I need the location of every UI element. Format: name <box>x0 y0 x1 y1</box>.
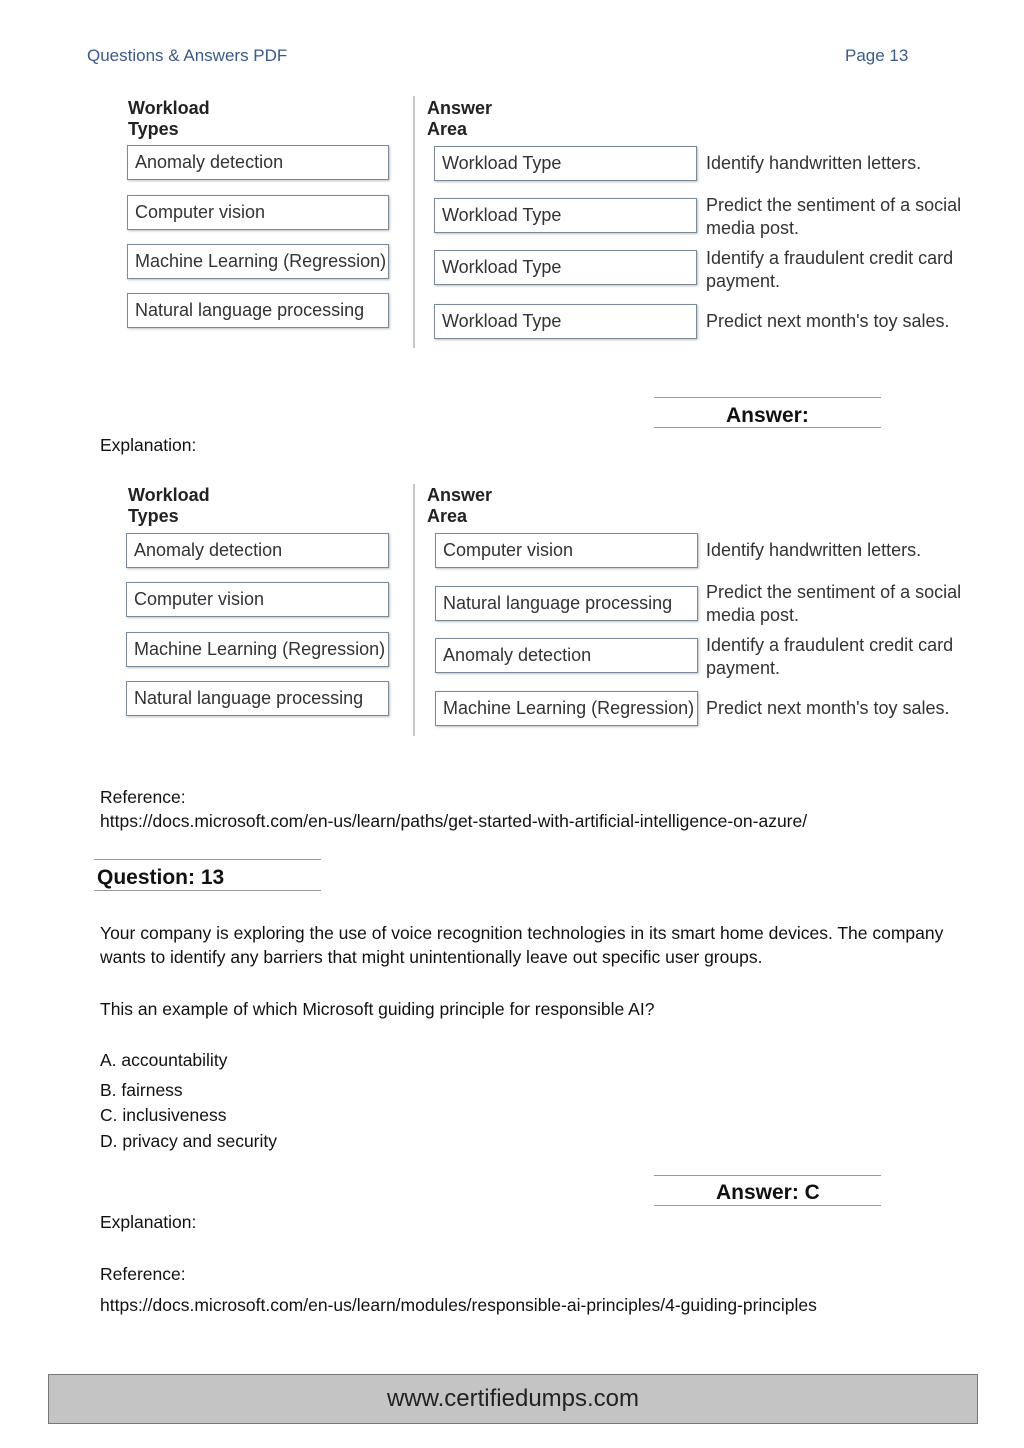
figure-divider <box>413 484 415 736</box>
page-number: Page 13 <box>845 46 909 65</box>
answer-bottom-rule <box>654 427 881 428</box>
answer-top-rule <box>654 1175 881 1176</box>
answer-slot[interactable]: Machine Learning (Regression) <box>435 691 698 726</box>
explanation-label: Explanation: <box>100 1212 197 1232</box>
footer-bar <box>48 1374 978 1424</box>
answer-slot[interactable]: Natural language processing <box>435 586 698 621</box>
scenario-description: Identify handwritten letters. <box>706 153 922 173</box>
scenario-description: Predict next month's toy sales. <box>706 311 950 331</box>
answer-label: Answer: <box>726 404 809 427</box>
figure-divider <box>413 96 415 348</box>
answer-slot[interactable]: Workload Type <box>434 304 697 339</box>
scenario-description: Predict next month's toy sales. <box>706 698 950 718</box>
scenario-description: Predict the sentiment of a social media post. <box>706 582 962 625</box>
question-title: Question: 13 <box>97 866 225 889</box>
workload-option[interactable]: Computer vision <box>127 195 389 230</box>
answer-label: Answer: C <box>716 1181 820 1204</box>
workload-option[interactable]: Computer vision <box>126 582 389 617</box>
reference-label: Reference: <box>100 1264 186 1284</box>
reference-link[interactable]: https://docs.microsoft.com/en-us/learn/modules/responsible-ai-principles/4-guiding-principles <box>100 1295 817 1315</box>
workload-option[interactable]: Machine Learning (Regression) <box>127 244 389 279</box>
answer-top-rule <box>654 397 881 398</box>
answer-slot[interactable]: Workload Type <box>434 250 697 285</box>
answer-slot[interactable]: Workload Type <box>434 146 697 181</box>
question-top-rule <box>94 859 321 860</box>
answer-bottom-rule <box>654 1205 881 1206</box>
answer-area-title: Answer Area <box>427 485 493 526</box>
option-b: B. fairness <box>100 1080 183 1100</box>
option-c: C. inclusiveness <box>100 1105 227 1125</box>
scenario-description: Identify a fraudulent credit card payment. <box>706 248 954 291</box>
workload-option[interactable]: Anomaly detection <box>127 145 389 180</box>
answer-slot[interactable]: Computer vision <box>435 533 698 568</box>
option-d: D. privacy and security <box>100 1131 278 1151</box>
header-title: Questions & Answers PDF <box>87 46 288 65</box>
workload-types-title: Workload Types <box>128 485 210 526</box>
answer-slot[interactable]: Workload Type <box>434 198 697 233</box>
footer-site-link[interactable]: www.certifiedumps.com <box>386 1385 640 1412</box>
question-prompt: This an example of which Microsoft guiding principle for responsible AI? <box>100 999 655 1019</box>
scenario-description: Identify a fraudulent credit card payment. <box>706 635 954 678</box>
scenario-description: Identify handwritten letters. <box>706 540 922 560</box>
workload-option[interactable]: Machine Learning (Regression) <box>126 632 389 667</box>
option-a: A. accountability <box>100 1050 228 1070</box>
answer-slot[interactable]: Anomaly detection <box>435 638 698 673</box>
workload-types-title: Workload Types <box>128 98 210 139</box>
scenario-description: Predict the sentiment of a social media post. <box>706 195 962 238</box>
question-text: Your company is exploring the use of voice recognition technologies in its smart home devices. The company wants to identify any barriers that might unintentionally leave out specific user groups. <box>100 923 944 967</box>
question-bottom-rule <box>94 890 321 891</box>
explanation-label: Explanation: <box>100 435 197 455</box>
reference-label: Reference: <box>100 787 186 807</box>
workload-option[interactable]: Natural language processing <box>127 293 389 328</box>
workload-option[interactable]: Anomaly detection <box>126 533 389 568</box>
workload-option[interactable]: Natural language processing <box>126 681 389 716</box>
answer-area-title: Answer Area <box>427 98 493 139</box>
reference-link[interactable]: https://docs.microsoft.com/en-us/learn/paths/get-started-with-artificial-intelligence-on-azure/ <box>100 811 808 831</box>
